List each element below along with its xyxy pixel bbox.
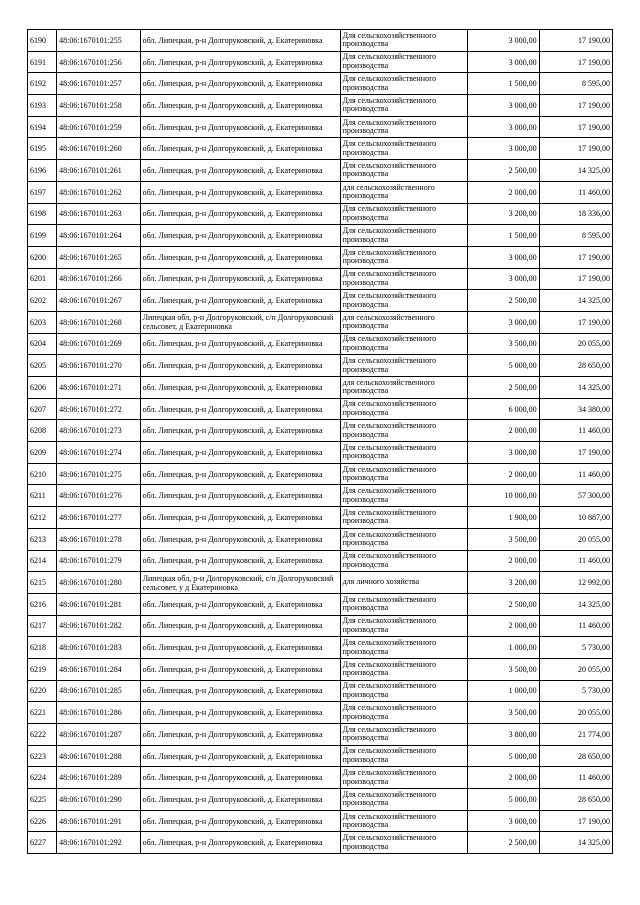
cadastral-number: 48:06:1670101:272 (57, 398, 140, 420)
cadastral-number: 48:06:1670101:289 (57, 767, 140, 789)
cadastral-value: 17 190,00 (539, 268, 612, 290)
permitted-use: Для сельскохозяйственного производства (340, 355, 468, 377)
plot-area: 6 000,00 (468, 398, 539, 420)
plot-area: 5 000,00 (468, 745, 539, 767)
table-row (28, 745, 613, 767)
cadastral-value: 17 190,00 (539, 810, 612, 832)
plot-area: 3 000,00 (468, 116, 539, 138)
plot-address: обл. Липецкая, р-н Долгоруковский, д. Екатериновка (140, 810, 340, 832)
permitted-use: Для сельскохозяйственного производства (340, 789, 468, 811)
cadastral-value: 17 190,00 (539, 246, 612, 268)
plot-address: Липецкая обл, р-н Долгоруковский, с/п Долгоруковский сельсовет, д Екатериновка (140, 311, 340, 333)
row-number: 6224 (28, 767, 57, 789)
cadastral-number: 48:06:1670101:262 (57, 181, 140, 203)
permitted-use: Для сельскохозяйственного производства (340, 30, 468, 52)
table-row (28, 485, 613, 507)
plot-area: 3 000,00 (468, 30, 539, 52)
permitted-use: Для сельскохозяйственного производства (340, 658, 468, 680)
plot-address: обл. Липецкая, р-н Долгоруковский, д. Екатериновка (140, 51, 340, 73)
cadastral-number: 48:06:1670101:263 (57, 203, 140, 225)
plot-address: обл. Липецкая, р-н Долгоруковский, д. Екатериновка (140, 355, 340, 377)
permitted-use: Для сельскохозяйственного производства (340, 116, 468, 138)
cadastral-number: 48:06:1670101:285 (57, 680, 140, 702)
row-number: 6214 (28, 550, 57, 572)
cadastral-value: 20 055,00 (539, 528, 612, 550)
row-number: 6227 (28, 832, 57, 854)
row-number: 6197 (28, 181, 57, 203)
cadastral-value: 28 650,00 (539, 355, 612, 377)
plot-area: 2 000,00 (468, 767, 539, 789)
table-row (28, 30, 613, 52)
cadastral-value: 5 730,00 (539, 680, 612, 702)
cadastral-value: 14 325,00 (539, 377, 612, 399)
cadastral-value: 57 300,00 (539, 485, 612, 507)
table-row (28, 637, 613, 659)
row-number: 6217 (28, 615, 57, 637)
permitted-use: Для сельскохозяйственного производства (340, 333, 468, 355)
cadastral-value: 17 190,00 (539, 311, 612, 333)
plot-address: обл. Липецкая, р-н Долгоруковский, д. Екатериновка (140, 680, 340, 702)
cadastral-value: 17 190,00 (539, 442, 612, 464)
permitted-use: Для сельскохозяйственного производства (340, 51, 468, 73)
plot-area: 5 000,00 (468, 789, 539, 811)
table-row (28, 116, 613, 138)
cadastral-value: 34 380,00 (539, 398, 612, 420)
plot-area: 2 000,00 (468, 615, 539, 637)
cadastral-number: 48:06:1670101:280 (57, 572, 140, 594)
table-row (28, 225, 613, 247)
plot-address: обл. Липецкая, р-н Долгоруковский, д. Екатериновка (140, 398, 340, 420)
table-row (28, 767, 613, 789)
table-row (28, 789, 613, 811)
table-row (28, 442, 613, 464)
land-plot-register (27, 29, 613, 854)
cadastral-number: 48:06:1670101:279 (57, 550, 140, 572)
permitted-use: Для сельскохозяйственного производства (340, 810, 468, 832)
cadastral-number: 48:06:1670101:264 (57, 225, 140, 247)
cadastral-number: 48:06:1670101:259 (57, 116, 140, 138)
row-number: 6203 (28, 311, 57, 333)
plot-area: 2 500,00 (468, 290, 539, 312)
permitted-use: Для сельскохозяйственного производства (340, 73, 468, 95)
cadastral-value: 14 325,00 (539, 832, 612, 854)
permitted-use: Для сельскохозяйственного производства (340, 593, 468, 615)
table-body (28, 30, 613, 854)
plot-area: 2 500,00 (468, 377, 539, 399)
permitted-use: Для сельскохозяйственного производства (340, 637, 468, 659)
table-row (28, 73, 613, 95)
plot-address: обл. Липецкая, р-н Долгоруковский, д. Екатериновка (140, 246, 340, 268)
permitted-use: Для сельскохозяйственного производства (340, 268, 468, 290)
plot-area: 3 500,00 (468, 702, 539, 724)
plot-area: 2 000,00 (468, 420, 539, 442)
permitted-use: для личного хозяйства (340, 572, 468, 594)
plot-address: обл. Липецкая, р-н Долгоруковский, д. Екатериновка (140, 160, 340, 182)
cadastral-value: 17 190,00 (539, 138, 612, 160)
plot-area: 3 200,00 (468, 203, 539, 225)
table-row (28, 550, 613, 572)
permitted-use: Для сельскохозяйственного производства (340, 463, 468, 485)
row-number: 6204 (28, 333, 57, 355)
row-number: 6202 (28, 290, 57, 312)
plot-address: обл. Липецкая, р-н Долгоруковский, д. Екатериновка (140, 789, 340, 811)
row-number: 6216 (28, 593, 57, 615)
permitted-use: Для сельскохозяйственного производства (340, 680, 468, 702)
plot-address: обл. Липецкая, р-н Долгоруковский, д. Екатериновка (140, 528, 340, 550)
plot-area: 3 000,00 (468, 51, 539, 73)
cadastral-value: 8 595,00 (539, 73, 612, 95)
plot-address: обл. Липецкая, р-н Долгоруковский, д. Екатериновка (140, 832, 340, 854)
plot-address: Липецкая обл, р-н Долгоруковский, с/п Долгоруковский сельсовет, у д Екатериновка (140, 572, 340, 594)
plot-area: 1 000,00 (468, 637, 539, 659)
plot-address: обл. Липецкая, р-н Долгоруковский, д. Екатериновка (140, 116, 340, 138)
permitted-use: Для сельскохозяйственного производства (340, 485, 468, 507)
plot-address: обл. Липецкая, р-н Долгоруковский, д. Екатериновка (140, 290, 340, 312)
cadastral-value: 11 460,00 (539, 420, 612, 442)
cadastral-value: 28 650,00 (539, 789, 612, 811)
plot-area: 10 000,00 (468, 485, 539, 507)
cadastral-value: 20 055,00 (539, 658, 612, 680)
row-number: 6211 (28, 485, 57, 507)
row-number: 6198 (28, 203, 57, 225)
table-row (28, 290, 613, 312)
table-row (28, 420, 613, 442)
row-number: 6208 (28, 420, 57, 442)
row-number: 6209 (28, 442, 57, 464)
cadastral-value: 20 055,00 (539, 333, 612, 355)
row-number: 6201 (28, 268, 57, 290)
plot-area: 1 500,00 (468, 225, 539, 247)
plot-area: 2 500,00 (468, 593, 539, 615)
table-row (28, 658, 613, 680)
plot-area: 3 500,00 (468, 528, 539, 550)
cadastral-number: 48:06:1670101:274 (57, 442, 140, 464)
plot-address: обл. Липецкая, р-н Долгоруковский, д. Екатериновка (140, 745, 340, 767)
cadastral-number: 48:06:1670101:276 (57, 485, 140, 507)
permitted-use: Для сельскохозяйственного производства (340, 160, 468, 182)
plot-area: 5 000,00 (468, 355, 539, 377)
table-row (28, 355, 613, 377)
plot-area: 3 500,00 (468, 333, 539, 355)
cadastral-number: 48:06:1670101:275 (57, 463, 140, 485)
permitted-use: Для сельскохозяйственного производства (340, 528, 468, 550)
plot-address: обл. Липецкая, р-н Долгоруковский, д. Екатериновка (140, 724, 340, 746)
plot-area: 2 500,00 (468, 160, 539, 182)
row-number: 6222 (28, 724, 57, 746)
plot-area: 2 000,00 (468, 181, 539, 203)
plot-address: обл. Липецкая, р-н Долгоруковский, д. Екатериновка (140, 637, 340, 659)
cadastral-value: 14 325,00 (539, 160, 612, 182)
table-row (28, 138, 613, 160)
cadastral-value: 11 460,00 (539, 463, 612, 485)
cadastral-number: 48:06:1670101:290 (57, 789, 140, 811)
cadastral-value: 11 460,00 (539, 615, 612, 637)
plot-address: обл. Липецкая, р-н Долгоруковский, д. Екатериновка (140, 767, 340, 789)
land-plots-table (27, 29, 613, 854)
plot-address: обл. Липецкая, р-н Долгоруковский, д. Екатериновка (140, 550, 340, 572)
cadastral-number: 48:06:1670101:281 (57, 593, 140, 615)
cadastral-number: 48:06:1670101:260 (57, 138, 140, 160)
cadastral-value: 11 460,00 (539, 181, 612, 203)
plot-area: 3 000,00 (468, 442, 539, 464)
plot-address: обл. Липецкая, р-н Долгоруковский, д. Екатериновка (140, 593, 340, 615)
table-row (28, 377, 613, 399)
cadastral-number: 48:06:1670101:268 (57, 311, 140, 333)
cadastral-value: 14 325,00 (539, 593, 612, 615)
permitted-use: Для сельскохозяйственного производства (340, 95, 468, 117)
cadastral-value: 8 595,00 (539, 225, 612, 247)
table-row (28, 398, 613, 420)
plot-address: обл. Липецкая, р-н Долгоруковский, д. Екатериновка (140, 138, 340, 160)
table-row (28, 593, 613, 615)
permitted-use: Для сельскохозяйственного производства (340, 442, 468, 464)
plot-address: обл. Липецкая, р-н Долгоруковский, д. Екатериновка (140, 702, 340, 724)
cadastral-number: 48:06:1670101:271 (57, 377, 140, 399)
table-row (28, 463, 613, 485)
cadastral-value: 14 325,00 (539, 290, 612, 312)
cadastral-value: 20 055,00 (539, 702, 612, 724)
permitted-use: Для сельскохозяйственного производства (340, 203, 468, 225)
permitted-use: Для сельскохозяйственного производства (340, 420, 468, 442)
table-row (28, 95, 613, 117)
plot-area: 3 200,00 (468, 572, 539, 594)
cadastral-value: 17 190,00 (539, 116, 612, 138)
row-number: 6221 (28, 702, 57, 724)
cadastral-number: 48:06:1670101:257 (57, 73, 140, 95)
permitted-use: Для сельскохозяйственного производства (340, 398, 468, 420)
cadastral-number: 48:06:1670101:283 (57, 637, 140, 659)
row-number: 6199 (28, 225, 57, 247)
row-number: 6191 (28, 51, 57, 73)
permitted-use: Для сельскохозяйственного производства (340, 615, 468, 637)
table-row (28, 333, 613, 355)
table-row (28, 615, 613, 637)
row-number: 6190 (28, 30, 57, 52)
plot-address: обл. Липецкая, р-н Долгоруковский, д. Екатериновка (140, 377, 340, 399)
cadastral-number: 48:06:1670101:288 (57, 745, 140, 767)
table-row (28, 810, 613, 832)
row-number: 6200 (28, 246, 57, 268)
plot-address: обл. Липецкая, р-н Долгоруковский, д. Екатериновка (140, 95, 340, 117)
table-row (28, 724, 613, 746)
plot-address: обл. Липецкая, р-н Долгоруковский, д. Екатериновка (140, 181, 340, 203)
row-number: 6226 (28, 810, 57, 832)
cadastral-value: 12 992,00 (539, 572, 612, 594)
cadastral-number: 48:06:1670101:273 (57, 420, 140, 442)
table-row (28, 680, 613, 702)
cadastral-number: 48:06:1670101:270 (57, 355, 140, 377)
plot-address: обл. Липецкая, р-н Долгоруковский, д. Екатериновка (140, 507, 340, 529)
plot-address: обл. Липецкая, р-н Долгоруковский, д. Екатериновка (140, 658, 340, 680)
cadastral-value: 21 774,00 (539, 724, 612, 746)
plot-area: 3 000,00 (468, 810, 539, 832)
plot-area: 2 500,00 (468, 832, 539, 854)
permitted-use: Для сельскохозяйственного производства (340, 138, 468, 160)
cadastral-number: 48:06:1670101:266 (57, 268, 140, 290)
plot-address: обл. Липецкая, р-н Долгоруковский, д. Екатериновка (140, 463, 340, 485)
cadastral-number: 48:06:1670101:277 (57, 507, 140, 529)
row-number: 6218 (28, 637, 57, 659)
cadastral-number: 48:06:1670101:269 (57, 333, 140, 355)
cadastral-number: 48:06:1670101:265 (57, 246, 140, 268)
row-number: 6225 (28, 789, 57, 811)
cadastral-number: 48:06:1670101:261 (57, 160, 140, 182)
plot-area: 3 000,00 (468, 95, 539, 117)
plot-area: 3 800,00 (468, 724, 539, 746)
permitted-use: Для сельскохозяйственного производства (340, 246, 468, 268)
row-number: 6205 (28, 355, 57, 377)
permitted-use: для сельскохозяйственного производства (340, 377, 468, 399)
plot-area: 2 000,00 (468, 463, 539, 485)
cadastral-value: 11 460,00 (539, 767, 612, 789)
cadastral-number: 48:06:1670101:267 (57, 290, 140, 312)
permitted-use: для сельскохозяйственного производства (340, 311, 468, 333)
table-row (28, 832, 613, 854)
plot-area: 1 500,00 (468, 73, 539, 95)
row-number: 6213 (28, 528, 57, 550)
permitted-use: Для сельскохозяйственного производства (340, 724, 468, 746)
cadastral-number: 48:06:1670101:292 (57, 832, 140, 854)
cadastral-value: 17 190,00 (539, 30, 612, 52)
cadastral-number: 48:06:1670101:256 (57, 51, 140, 73)
cadastral-number: 48:06:1670101:284 (57, 658, 140, 680)
row-number: 6210 (28, 463, 57, 485)
plot-address: обл. Липецкая, р-н Долгоруковский, д. Екатериновка (140, 268, 340, 290)
permitted-use: Для сельскохозяйственного производства (340, 832, 468, 854)
permitted-use: Для сельскохозяйственного производства (340, 702, 468, 724)
table-row (28, 311, 613, 333)
plot-address: обл. Липецкая, р-н Долгоруковский, д. Екатериновка (140, 442, 340, 464)
permitted-use: Для сельскохозяйственного производства (340, 745, 468, 767)
cadastral-value: 28 650,00 (539, 745, 612, 767)
plot-address: обл. Липецкая, р-н Долгоруковский, д. Екатериновка (140, 203, 340, 225)
cadastral-number: 48:06:1670101:282 (57, 615, 140, 637)
permitted-use: Для сельскохозяйственного производства (340, 290, 468, 312)
table-row (28, 160, 613, 182)
row-number: 6215 (28, 572, 57, 594)
plot-address: обл. Липецкая, р-н Долгоруковский, д. Екатериновка (140, 615, 340, 637)
cadastral-number: 48:06:1670101:286 (57, 702, 140, 724)
plot-area: 2 000,00 (468, 550, 539, 572)
cadastral-value: 17 190,00 (539, 95, 612, 117)
plot-area: 3 000,00 (468, 268, 539, 290)
table-row (28, 528, 613, 550)
row-number: 6193 (28, 95, 57, 117)
plot-area: 1 000,00 (468, 680, 539, 702)
permitted-use: для сельскохозяйственного производства (340, 181, 468, 203)
table-row (28, 572, 613, 594)
plot-area: 3 000,00 (468, 246, 539, 268)
table-row (28, 507, 613, 529)
row-number: 6219 (28, 658, 57, 680)
permitted-use: Для сельскохозяйственного производства (340, 225, 468, 247)
row-number: 6206 (28, 377, 57, 399)
table-row (28, 181, 613, 203)
row-number: 6192 (28, 73, 57, 95)
table-row (28, 203, 613, 225)
row-number: 6223 (28, 745, 57, 767)
row-number: 6196 (28, 160, 57, 182)
cadastral-value: 10 887,00 (539, 507, 612, 529)
row-number: 6207 (28, 398, 57, 420)
plot-address: обл. Липецкая, р-н Долгоруковский, д. Екатериновка (140, 30, 340, 52)
row-number: 6194 (28, 116, 57, 138)
table-row (28, 51, 613, 73)
cadastral-number: 48:06:1670101:291 (57, 810, 140, 832)
plot-area: 3 500,00 (468, 658, 539, 680)
row-number: 6195 (28, 138, 57, 160)
cadastral-value: 18 336,00 (539, 203, 612, 225)
plot-address: обл. Липецкая, р-н Долгоруковский, д. Екатериновка (140, 73, 340, 95)
plot-address: обл. Липецкая, р-н Долгоруковский, д. Екатериновка (140, 225, 340, 247)
plot-area: 1 900,00 (468, 507, 539, 529)
plot-address: обл. Липецкая, р-н Долгоруковский, д. Екатериновка (140, 333, 340, 355)
permitted-use: Для сельскохозяйственного производства (340, 767, 468, 789)
table-row (28, 702, 613, 724)
cadastral-number: 48:06:1670101:255 (57, 30, 140, 52)
permitted-use: Для сельскохозяйственного производства (340, 550, 468, 572)
cadastral-number: 48:06:1670101:278 (57, 528, 140, 550)
plot-area: 3 000,00 (468, 138, 539, 160)
row-number: 6212 (28, 507, 57, 529)
permitted-use: Для сельскохозяйственного производства (340, 507, 468, 529)
row-number: 6220 (28, 680, 57, 702)
cadastral-number: 48:06:1670101:287 (57, 724, 140, 746)
cadastral-value: 17 190,00 (539, 51, 612, 73)
plot-area: 3 000,00 (468, 311, 539, 333)
cadastral-number: 48:06:1670101:258 (57, 95, 140, 117)
table-row (28, 268, 613, 290)
table-row (28, 246, 613, 268)
plot-address: обл. Липецкая, р-н Долгоруковский, д. Екатериновка (140, 420, 340, 442)
plot-address: обл. Липецкая, р-н Долгоруковский, д. Екатериновка (140, 485, 340, 507)
cadastral-value: 5 730,00 (539, 637, 612, 659)
cadastral-value: 11 460,00 (539, 550, 612, 572)
